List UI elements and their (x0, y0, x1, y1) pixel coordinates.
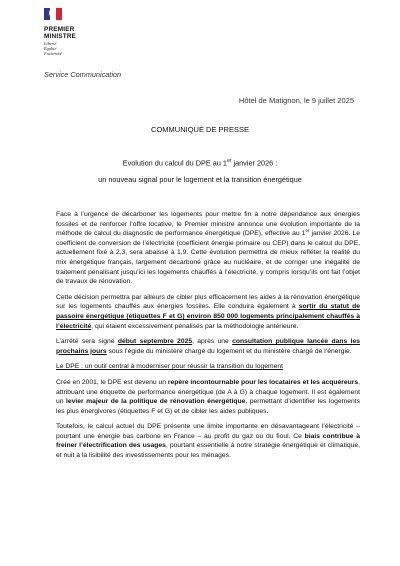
p5-c: , pourtant essentielle à notre stratégie énergétique et climatique, et nuit à la lisibilité des investissements pour les ménages. (56, 442, 360, 460)
press-release-title (0, 153, 400, 188)
p3-a: L’arrêté sera signé (56, 338, 118, 346)
republic-motto (44, 41, 114, 56)
place-date: Hôtel de Matignon, le 9 juillet 2025 (238, 96, 354, 105)
p3-e: sous l’égide du ministère chargé du logement et du ministère chargé de l’énergie. (106, 347, 352, 355)
p2-b: sortir du statut de passoire énergétique (étiquettes F et G) environ 850 000 logements principalement chauffés à l’électricité (56, 303, 360, 330)
title-line2: un nouveau signal pour le logement et la transition énergétique (98, 175, 302, 185)
motto-line2: Égalité (44, 46, 57, 52)
p5-b: biais contribue à freiner l’électrification des usages (56, 432, 360, 450)
paragraph-1 (56, 210, 360, 287)
p3-c: , après une (192, 338, 233, 346)
p1-a: Face à l’urgence de décarboner les logements pour mettre fin à notre dépendance aux énergies fossiles et de renforcer l’offre locative, le Premier ministre annonce une évolution importante de la méthode de calcul du diagnostic de performance énergétique (DPE), effective au 1 (56, 211, 360, 238)
p5-a: Toutefois, le calcul actuel du DPE présente une limite importante en désavantageant l’électricité – pourtant une énergie bas carbone en France – au profit du gaz ou du fioul. Ce (56, 423, 360, 440)
section-heading: Le DPE : un outil central à moderniser pour réussir la transition du logement (56, 363, 283, 371)
document-type-heading: COMMUNIQUÉ DE PRESSE (151, 125, 249, 134)
p3-d: consultation publique lancée dans les prochains jours (56, 338, 360, 355)
marianne-flag-icon (44, 8, 62, 24)
p4-d: levier majeur de la politique de rénovation énergétique (66, 398, 246, 406)
motto-line1: Liberté (44, 41, 57, 47)
title-line1-a: Evolution du calcul du DPE au 1 (122, 158, 227, 168)
p2-c: , qui étaient excessivement pénalisés par la méthodologie antérieure. (91, 322, 299, 330)
p3-b: début septembre 2025 (117, 338, 193, 346)
paragraph-2 (56, 293, 360, 331)
service-label: Service Communication (44, 70, 122, 79)
premier-ministre-logo (44, 8, 114, 56)
paragraph-3 (56, 337, 360, 356)
press-release-body (56, 210, 360, 467)
title-line1 (0, 153, 400, 171)
p4-b: repère incontournable pour les locataires et les acquéreurs (167, 378, 359, 386)
p4-e: , permettant d’identifier les logements les plus énergivores (étiquettes F et G) et de cibler les aides publiques. (56, 398, 361, 415)
paragraph-5 (56, 422, 360, 460)
motto-line3: Fraternité (44, 51, 62, 57)
p4-c: , attribuant une étiquette de performance énergétique (de A à G) à chaque logement. Il est également un (56, 378, 360, 406)
title-line1-b: janvier 2026 : (231, 158, 278, 168)
p4-a: Créé en 2001, le DPE est devenu un (56, 378, 168, 386)
org-name-line1: PREMIER (44, 26, 75, 33)
p2-a: Cette décision permettra par ailleurs de cibler plus efficacement les aides à la rénovation énergétique sur les logements chauffés aux énergies fossiles. Elle conduira également à (56, 293, 360, 311)
org-name (44, 26, 114, 40)
p1-sup: er (305, 227, 310, 233)
org-name-line2: MINISTRE (44, 33, 77, 41)
title-line1-sup: er (226, 158, 232, 164)
paragraph-4 (56, 378, 360, 416)
p1-b: janvier 2026. Le coefficient de conversion de l’électricité (coefficient énergie primaire ou CEP) dans le calcul du DPE, actuellement fixé à 2,3, sera abaissé à 1,9. Cette évolution permettra de mieux refléter la réalité du mix énergétique français, largement décarboné grâce au nucléaire, et de corriger une inégalité de traitement pénalisant jusqu’ici les logements chauffés à l’électricité, y compris lorsqu’ils ont fait l’objet de travaux de rénovation. (56, 230, 360, 286)
